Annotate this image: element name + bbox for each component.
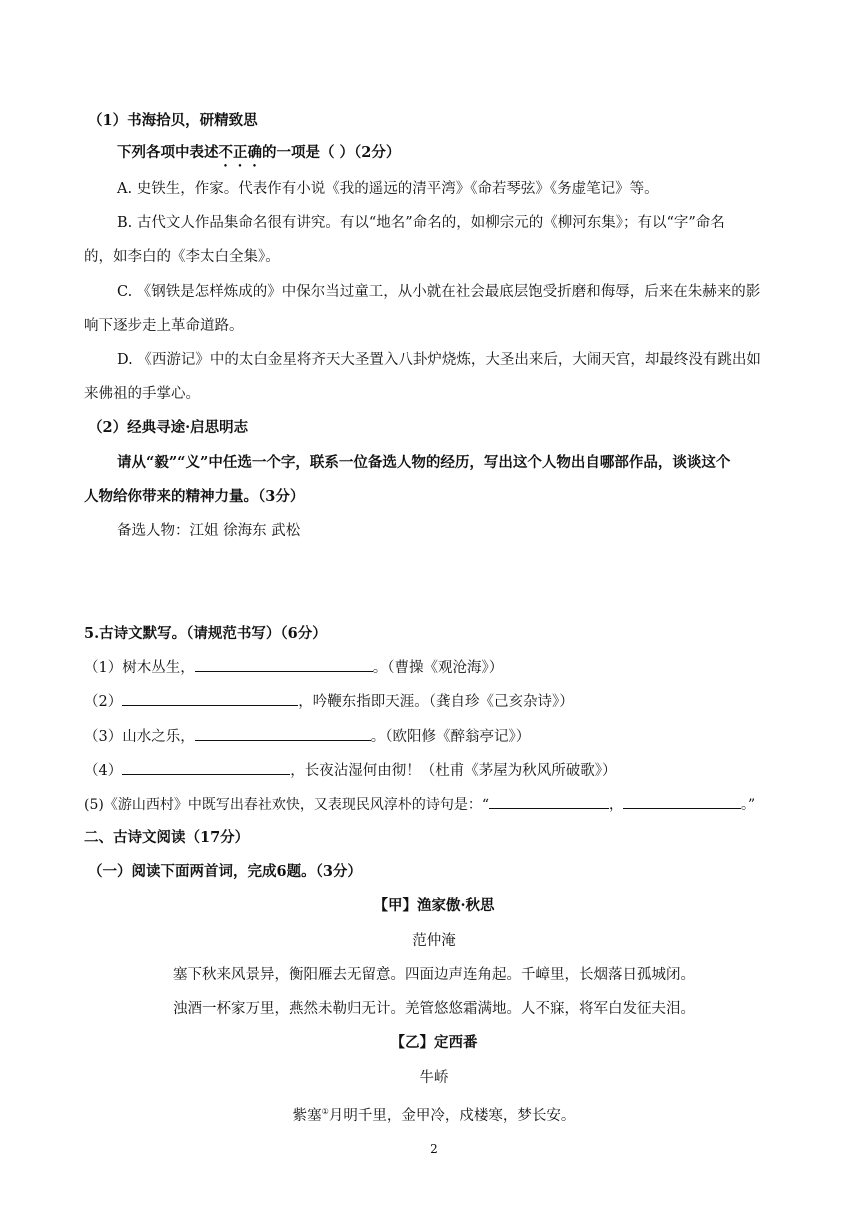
recitation-2 bbox=[84, 691, 574, 712]
section-2-question-line-1: 请从“毅”“义”中任选一个字，联系一位备选人物的经历，写出这个人物出自哪部作品，谈谈这个 bbox=[117, 454, 731, 471]
recitation-5-suffix: 。” bbox=[741, 797, 756, 813]
recitation-1 bbox=[84, 657, 503, 678]
poem-1-title: 【甲】渔家傲·秋思 bbox=[373, 897, 495, 914]
recitation-1-suffix: 。（曹操《观沧海》） bbox=[372, 660, 504, 676]
question-stem bbox=[117, 143, 400, 170]
q5-heading: 5.古诗文默写。（请规范书写）（6分） bbox=[84, 625, 327, 642]
recitation-5 bbox=[84, 794, 755, 815]
recitation-2-prefix: （2） bbox=[84, 694, 123, 710]
recitation-3 bbox=[84, 726, 530, 747]
option-d-line-2: 来佛祖的手掌心。 bbox=[84, 386, 200, 402]
recitation-1-prefix: （1）树木丛生， bbox=[84, 660, 195, 676]
option-c-line-2: 响下逐步走上革命道路。 bbox=[84, 318, 244, 334]
option-d-line-1: D. 《西游记》中的太白金星将齐天大圣置入八卦炉烧炼，大圣出来后，大闹天宫，却最终没有跳出如 bbox=[117, 352, 761, 368]
option-b-line-1: B. 古代文人作品集命名很有讲究。有以“地名”命名的，如柳宗元的《柳河东集》；有以“字”命名 bbox=[117, 215, 725, 231]
recitation-5-separator: ， bbox=[609, 797, 623, 813]
footnote-marker: ① bbox=[321, 1107, 329, 1116]
answer-blank-4[interactable] bbox=[122, 760, 290, 775]
part-2-subheading: （一）阅读下面两首词，完成6题。（3分） bbox=[88, 863, 362, 880]
section-1-heading: （1）书海拾贝，研精致思 bbox=[88, 112, 258, 129]
part-2-heading: 二、古诗文阅读（17分） bbox=[84, 829, 250, 846]
candidate-characters: 备选人物：江姐 徐海东 武松 bbox=[117, 523, 301, 539]
poem-1-author: 范仲淹 bbox=[412, 933, 456, 949]
option-a: A. 史铁生，作家。代表作有小说《我的遥远的清平湾》《命若琴弦》《务虚笔记》等。 bbox=[117, 181, 659, 197]
recitation-5-prefix: (5)《游山西村》中既写出春社欢快，又表现民风淳朴的诗句是：“ bbox=[84, 797, 489, 813]
recitation-4-suffix: ，长夜沾湿何由彻！（杜甫《茅屋为秋风所破歌》） bbox=[290, 763, 617, 779]
poem-2-line-1-suffix: 月明千里，金甲冷，戍楼寒，梦长安。 bbox=[328, 1107, 576, 1124]
option-b-line-2: 的，如李白的《李太白全集》。 bbox=[84, 249, 280, 265]
stem-prefix: 下列各项中表述 bbox=[117, 144, 219, 161]
answer-blank-5a[interactable] bbox=[489, 794, 609, 809]
section-2-heading: （2）经典寻途·启思明志 bbox=[88, 419, 249, 436]
answer-blank-5b[interactable] bbox=[623, 794, 741, 809]
poem-1-line-2: 浊酒一杯家万里，燕然未勒归无计。羌管悠悠霜满地。人不寐，将军白发征夫泪。 bbox=[173, 1001, 695, 1017]
answer-blank-3[interactable] bbox=[195, 726, 371, 741]
poem-2-author: 牛峤 bbox=[419, 1070, 449, 1086]
stem-suffix: 的一项是（ ）（2分） bbox=[262, 144, 401, 161]
poem-2-title: 【乙】定西番 bbox=[390, 1034, 478, 1051]
recitation-2-suffix: ，吟鞭东指即天涯。（龚自珍《己亥杂诗》） bbox=[298, 694, 574, 710]
recitation-3-suffix: 。（欧阳修《醉翁亭记》） bbox=[370, 729, 531, 745]
answer-blank-2[interactable] bbox=[122, 691, 298, 706]
section-2-question-line-2: 人物给你带来的精神力量。（3分） bbox=[84, 488, 305, 505]
recitation-4 bbox=[84, 760, 616, 781]
poem-2-line-1 bbox=[0, 1102, 868, 1126]
poem-2-line-1-prefix: 紫塞 bbox=[292, 1107, 322, 1124]
answer-blank-1[interactable] bbox=[195, 657, 373, 672]
stem-emphasis: 不正确 bbox=[218, 144, 262, 161]
page-number: 2 bbox=[430, 1142, 438, 1156]
poem-1-line-1: 塞下秋来风景异，衡阳雁去无留意。四面边声连角起。千嶂里，长烟落日孤城闭。 bbox=[173, 967, 695, 983]
recitation-3-prefix: （3）山水之乐， bbox=[84, 729, 195, 745]
option-c-line-1: C. 《钢铁是怎样炼成的》中保尔当过童工，从小就在社会最底层饱受折磨和侮辱，后来在朱赫来的影 bbox=[117, 284, 761, 300]
recitation-4-prefix: （4） bbox=[84, 763, 123, 779]
